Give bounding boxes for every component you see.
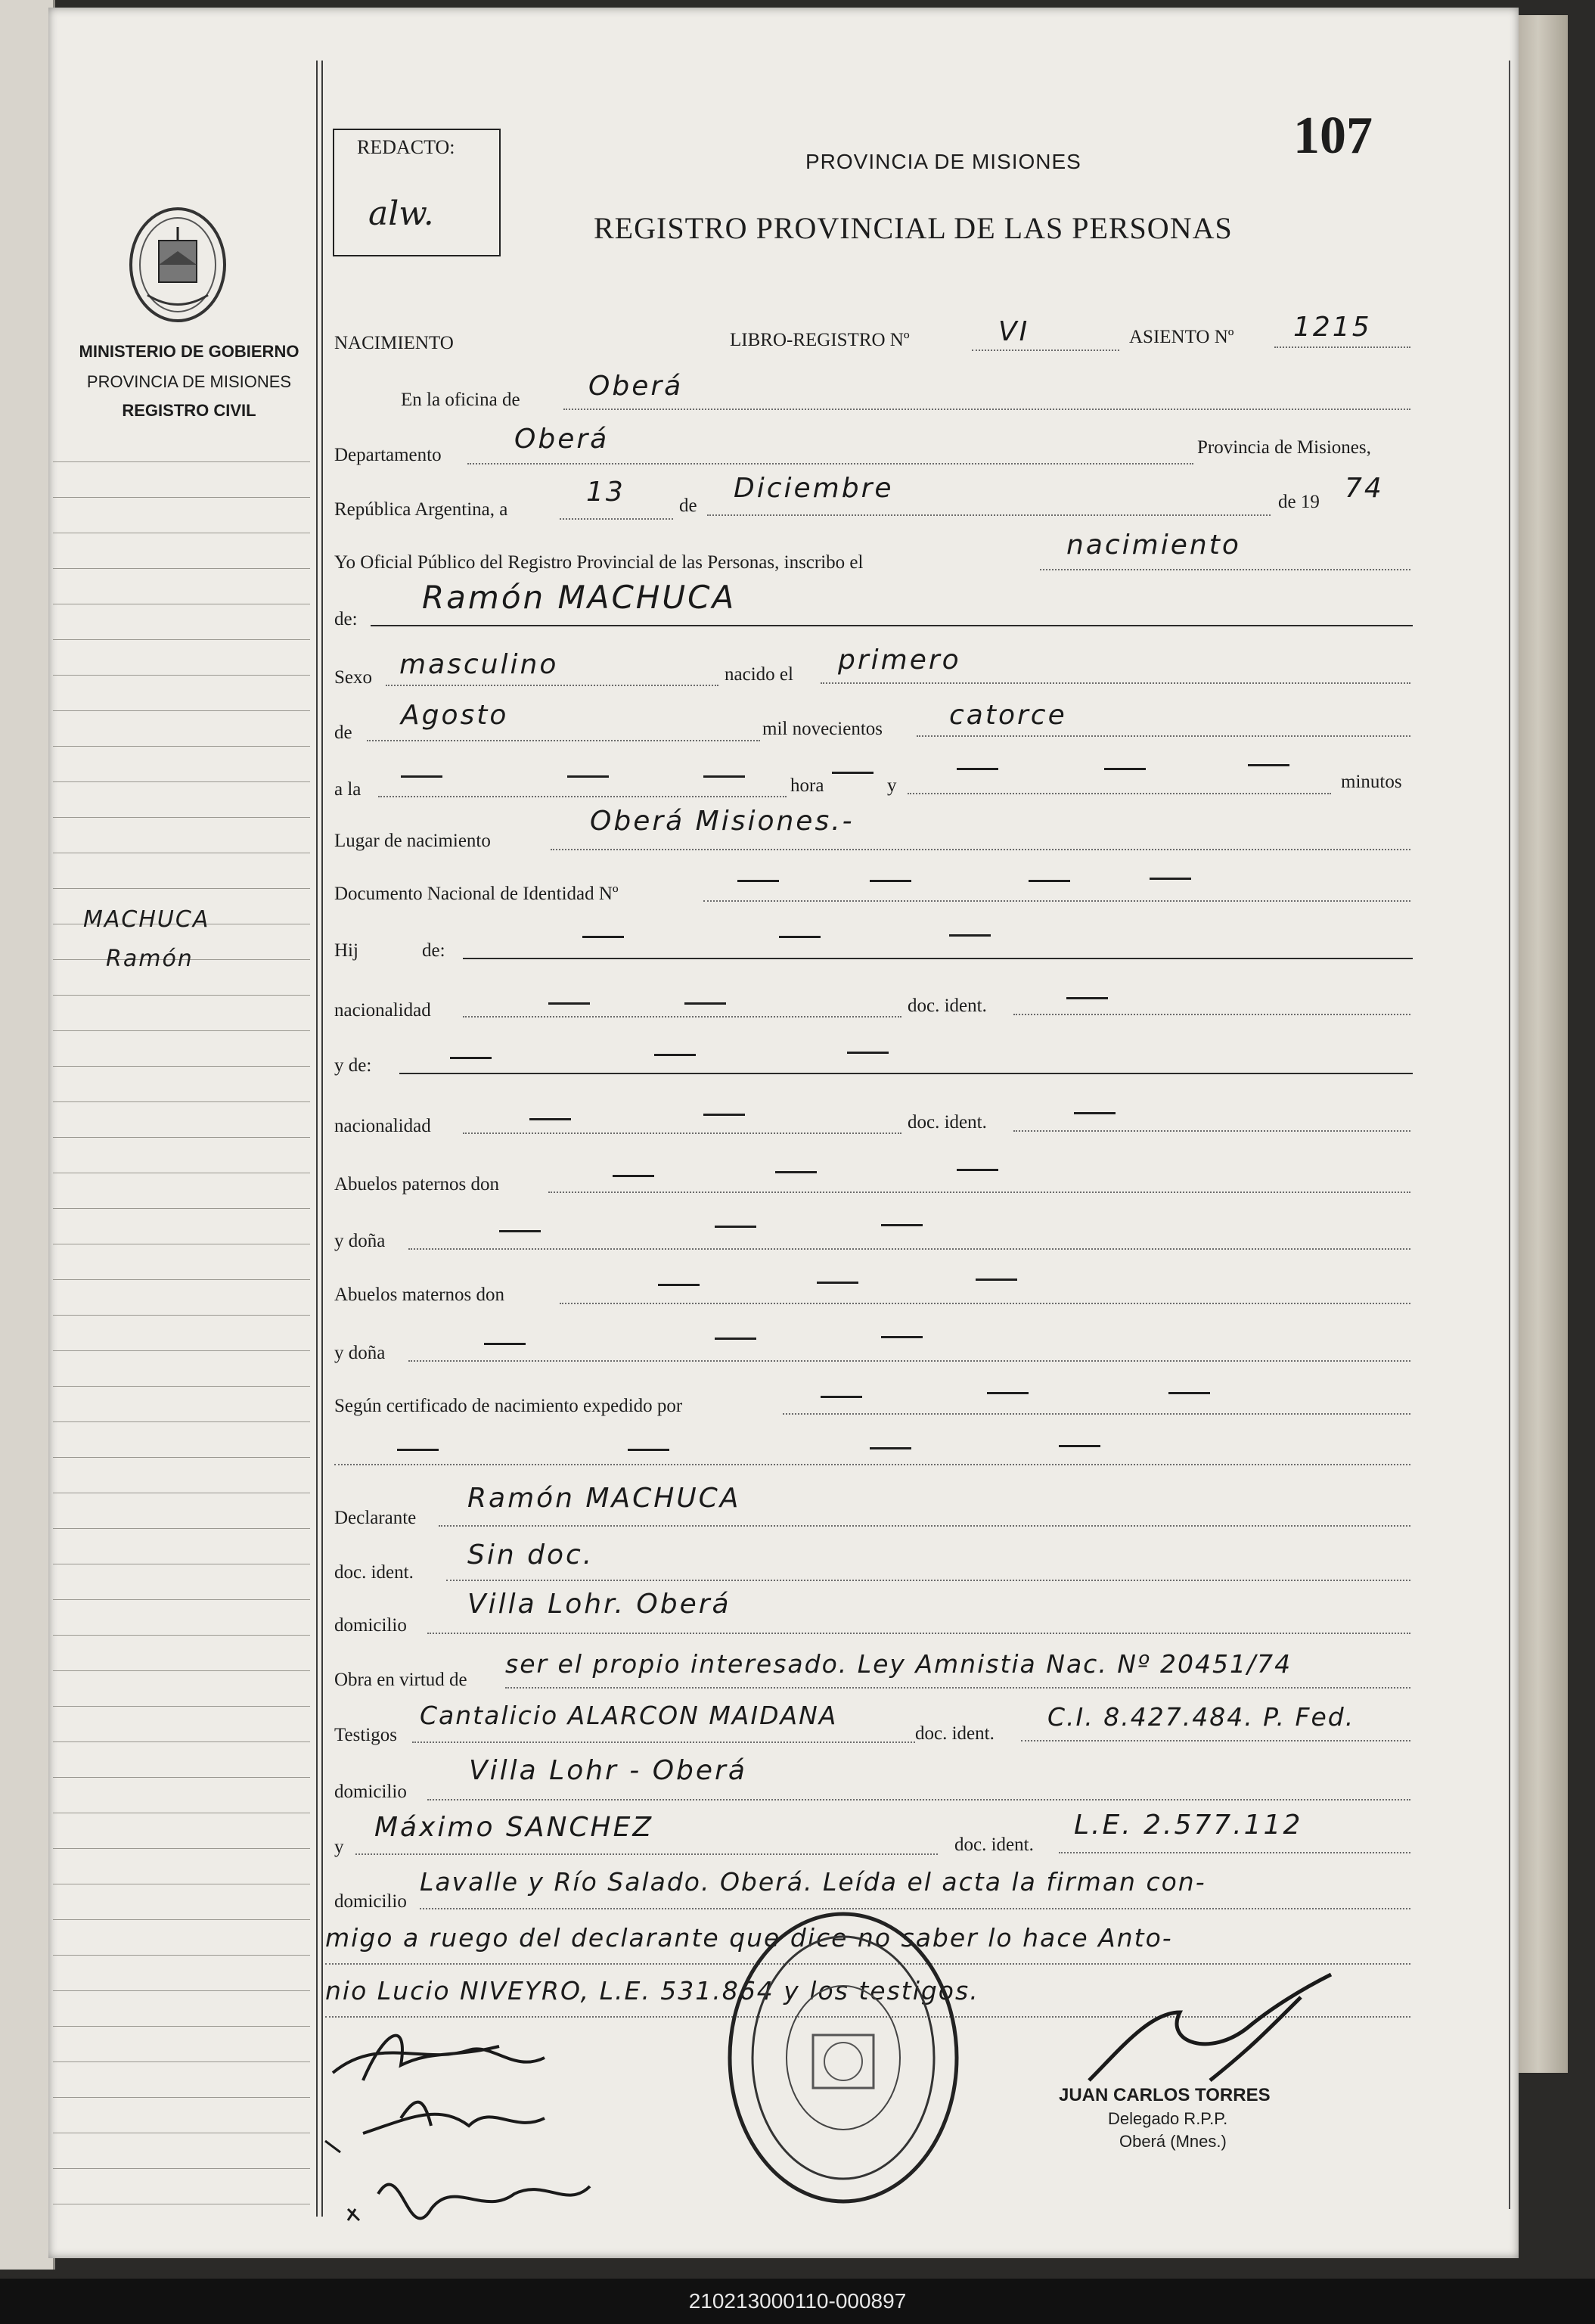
ruled-line (53, 746, 310, 747)
ruled-line (53, 497, 310, 498)
witness1-doc-label: doc. ident. (915, 1723, 995, 1744)
blank-dash (401, 775, 442, 778)
act-value: nacimiento (1066, 530, 1241, 561)
department-label: Departamento (334, 445, 442, 465)
margin-line-inner (321, 61, 323, 2217)
maternal-grandmother-label: y doña (334, 1343, 386, 1363)
blank-dash (870, 1447, 911, 1449)
blank-dash (1074, 1112, 1116, 1114)
blank-dash (529, 1118, 571, 1120)
page-number: 107 (1293, 107, 1373, 165)
ruled-line (53, 1137, 310, 1138)
born-year-line (917, 735, 1410, 737)
entry-label: ASIENTO Nº (1129, 327, 1234, 347)
paternal-grandfather-line (548, 1192, 1410, 1193)
certificate-line (783, 1413, 1410, 1415)
blank-dash (881, 1224, 923, 1226)
minutes-label: minutos (1341, 772, 1402, 792)
office-label: En la oficina de (401, 390, 520, 410)
person-value: Ramón MACHUCA (422, 579, 737, 616)
blank-dash (1029, 880, 1070, 882)
act-line (1040, 569, 1410, 570)
blank-dash (654, 1054, 696, 1056)
signature-declarant-icon (318, 2005, 681, 2262)
entry-line (1274, 346, 1410, 348)
blank-dash (703, 1114, 745, 1116)
officer-title: Delegado R.P.P. (1108, 2109, 1228, 2128)
ruled-line (53, 1528, 310, 1529)
witness2-doc-line (1059, 1852, 1410, 1853)
blank-dash (1066, 997, 1108, 999)
declarant-line (439, 1525, 1410, 1527)
ruled-line (53, 2097, 310, 2098)
continuation-text-1: migo a ruego del declarante que dice no saber lo hace Anto- (325, 1923, 1173, 1953)
month-value: Diciembre (734, 473, 894, 504)
blank-dash (397, 1449, 439, 1451)
witness1-line (412, 1741, 915, 1743)
witness1-address-value: Villa Lohr - Oberá (469, 1755, 747, 1786)
year-label: de 19 (1278, 492, 1320, 512)
book-binding (1519, 15, 1568, 2073)
ruled-line (53, 1706, 310, 1707)
ruled-line (53, 568, 310, 569)
official-text: Yo Oficial Público del Registro Provincial de las Personas, inscribo el (334, 552, 864, 573)
born-label: nacido el (725, 664, 793, 685)
maternal-grandfather-line (560, 1303, 1410, 1304)
witness2-address-label: domicilio (334, 1891, 407, 1912)
ruled-line (53, 781, 310, 782)
blank-dash (847, 1052, 889, 1054)
sex-line (386, 685, 718, 686)
blank-dash (881, 1336, 923, 1338)
ruled-line (53, 995, 310, 996)
hour-label: hora (790, 775, 824, 796)
witness2-address-value: Lavalle y Río Salado. Oberá. Leída el acta la firman con- (420, 1867, 1206, 1897)
margin-annotation-name: Ramón (106, 946, 194, 972)
ruled-line (53, 1350, 310, 1351)
paternal-grandmother-line (408, 1248, 1410, 1250)
department-line (467, 463, 1193, 464)
doc-ident2-label: doc. ident. (908, 1112, 987, 1132)
certificate-line-2 (334, 1464, 1410, 1465)
officer-location: Oberá (Mnes.) (1119, 2132, 1227, 2151)
ruled-line (53, 1777, 310, 1778)
officer-name: JUAN CARLOS TORRES (1059, 2085, 1271, 2105)
ruled-line (53, 639, 310, 640)
person-line (371, 625, 1413, 626)
ruled-line (53, 1066, 310, 1067)
year-value: 74 (1345, 473, 1384, 504)
entry-value: 1215 (1293, 312, 1372, 343)
witnesses-label: Testigos (334, 1725, 397, 1745)
blank-dash (1059, 1445, 1100, 1447)
y-label: y (887, 775, 897, 796)
dni-line (703, 900, 1410, 902)
ruled-line (53, 1101, 310, 1102)
ruled-line (53, 1421, 310, 1422)
declarant-doc-value: Sin doc. (467, 1539, 594, 1571)
born-month-line (367, 740, 760, 741)
blank-dash (957, 768, 998, 770)
blank-dash (582, 936, 624, 938)
signature-officer-icon (1074, 1967, 1346, 2096)
redacto-box (333, 129, 501, 256)
child-de-label: de: (422, 940, 445, 961)
maternal-grandfather-label: Abuelos maternos don (334, 1285, 504, 1305)
address-label: domicilio (334, 1615, 407, 1636)
nationality-label: nacionalidad (334, 1000, 431, 1021)
child-label: Hij (334, 940, 358, 961)
declarant-value: Ramón MACHUCA (467, 1483, 741, 1514)
de2-label: de (334, 722, 352, 743)
office-line (563, 409, 1410, 410)
ministry-title: MINISTERIO DE GOBIERNO (79, 342, 299, 361)
blank-dash (567, 775, 609, 778)
declarant-doc-line (446, 1580, 1410, 1581)
blank-dash (1150, 878, 1191, 880)
address-value: Villa Lohr. Oberá (467, 1589, 731, 1620)
coat-of-arms-icon (125, 204, 231, 325)
record-type-label: NACIMIENTO (334, 333, 454, 353)
redacto-value: alw. (368, 194, 434, 233)
birthplace-value: Oberá Misiones.- (590, 806, 855, 837)
maternal-grandmother-line (408, 1360, 1410, 1362)
blank-dash (976, 1279, 1017, 1281)
ruled-line (53, 2061, 310, 2062)
nationality2-line (463, 1132, 901, 1134)
day-value: 13 (586, 477, 625, 508)
witness1-doc-line (1021, 1740, 1410, 1741)
right-margin-line (1509, 61, 1510, 2209)
ruled-line (53, 1599, 310, 1600)
ruled-line (53, 1635, 310, 1636)
book-label: LIBRO-REGISTRO Nº (730, 330, 910, 350)
witness1-doc-value: C.I. 8.427.484. P. Fed. (1047, 1702, 1355, 1732)
province-suffix: Provincia de Misiones, (1197, 437, 1371, 458)
sex-label: Sexo (334, 667, 372, 688)
blank-dash (499, 1230, 541, 1232)
ruled-line (53, 461, 310, 462)
declarant-label: Declarante (334, 1508, 417, 1528)
witness1-value: Cantalicio ALARCON MAIDANA (420, 1701, 838, 1730)
dni-label: Documento Nacional de Identidad Nº (334, 884, 619, 904)
ruled-line (53, 817, 310, 818)
declarant-doc-label: doc. ident. (334, 1562, 414, 1583)
document-identifier: 210213000110-000897 (0, 2279, 1595, 2324)
ministry-civil-registry: REGISTRO CIVIL (122, 401, 256, 420)
blank-dash (832, 772, 874, 774)
certificate-label: Según certificado de nacimiento expedido por (334, 1396, 683, 1416)
and-of-label: y de: (334, 1055, 372, 1076)
republic-label: República Argentina, a (334, 499, 508, 520)
ruled-line (53, 1279, 310, 1280)
ruled-line (53, 1315, 310, 1316)
blank-dash (715, 1226, 756, 1228)
ruled-line (53, 1386, 310, 1387)
mother-line (463, 958, 1413, 959)
paternal-grandfather-label: Abuelos paternos don (334, 1174, 500, 1195)
blank-dash (613, 1175, 654, 1177)
witness1-address-line (427, 1799, 1410, 1800)
virtue-line (505, 1687, 1410, 1689)
blank-dash (817, 1282, 858, 1284)
blank-dash (548, 1002, 590, 1005)
virtue-value: ser el propio interesado. Ley Amnistia Nac. Nº 20451/74 (505, 1649, 1292, 1679)
blank-dash (450, 1057, 492, 1059)
blank-dash (628, 1449, 669, 1451)
redacto-label: REDACTO: (357, 136, 455, 158)
witness2-value: Máximo SANCHEZ (374, 1812, 653, 1843)
blank-dash (870, 880, 911, 882)
sex-value: masculino (399, 649, 559, 680)
thousand-label: mil novecientos (762, 719, 883, 739)
blank-dash (775, 1171, 817, 1173)
blank-dash (957, 1169, 998, 1171)
nationality-line (463, 1016, 901, 1018)
blank-dash (1104, 768, 1146, 770)
born-day-value: primero (838, 645, 961, 676)
official-stamp-icon (722, 1906, 964, 2209)
born-year-value: catorce (949, 700, 1067, 731)
ruled-line (53, 1919, 310, 1920)
address-line (427, 1633, 1410, 1634)
blank-dash (703, 775, 745, 778)
ruled-line (53, 1208, 310, 1209)
margin-annotation-surname: MACHUCA (83, 906, 210, 933)
doc-ident-label: doc. ident. (908, 996, 987, 1016)
blank-dash (949, 934, 991, 937)
doc-ident2-line (1013, 1130, 1410, 1132)
de-label: de (679, 496, 697, 516)
birthplace-label: Lugar de nacimiento (334, 831, 491, 851)
ruled-line (53, 2026, 310, 2027)
birthplace-line (551, 849, 1410, 850)
ruled-line (53, 1030, 310, 1031)
registry-heading: REGISTRO PROVINCIAL DE LAS PERSONAS (594, 211, 1233, 245)
nationality2-label: nacionalidad (334, 1116, 431, 1136)
witness1-address-label: domicilio (334, 1782, 407, 1802)
born-day-line (821, 682, 1410, 684)
blank-dash (715, 1338, 756, 1340)
book-value: VI (998, 316, 1030, 347)
continuation-text-2: nio Lucio NIVEYRO, L.E. 531.864 y los testigos. (325, 1976, 979, 2006)
left-page-edge (0, 0, 55, 2270)
blank-dash (821, 1396, 862, 1398)
father-line (399, 1073, 1413, 1074)
ruled-line (53, 1741, 310, 1742)
blank-dash (684, 1002, 726, 1005)
minutes-line (908, 793, 1331, 794)
blank-dash (658, 1284, 700, 1286)
day-line (560, 518, 673, 520)
ruled-line (53, 675, 310, 676)
ruled-line (53, 1670, 310, 1671)
ministry-province: PROVINCIA DE MISIONES (86, 372, 292, 391)
ruled-line (53, 1848, 310, 1849)
book-line (972, 350, 1119, 351)
ruled-line (53, 2168, 310, 2169)
and-label: y (334, 1837, 344, 1857)
month-line (707, 514, 1271, 516)
ruled-line (53, 1457, 310, 1458)
blank-dash (1168, 1392, 1210, 1394)
blank-dash (779, 936, 821, 938)
witness2-doc-label: doc. ident. (954, 1835, 1034, 1855)
blank-dash (987, 1392, 1029, 1394)
virtue-label: Obra en virtud de (334, 1670, 467, 1690)
province-heading: PROVINCIA DE MISIONES (805, 150, 1081, 173)
born-month-value: Agosto (401, 700, 509, 731)
at-label: a la (334, 779, 362, 800)
witness2-doc-value: L.E. 2.577.112 (1074, 1810, 1303, 1841)
ruled-line (53, 1955, 310, 1956)
paternal-grandmother-label: y doña (334, 1231, 386, 1251)
of-label: de: (334, 609, 358, 629)
blank-dash (484, 1343, 526, 1345)
ruled-line (53, 1990, 310, 1991)
hour-line (378, 796, 787, 797)
blank-dash (1248, 764, 1289, 766)
doc-ident-line (1013, 1014, 1410, 1015)
ruled-line (53, 710, 310, 711)
department-value: Oberá (514, 424, 610, 455)
ruled-line (53, 888, 310, 889)
office-value: Oberá (588, 371, 684, 402)
blank-dash (737, 880, 779, 882)
witness2-line (355, 1853, 938, 1855)
